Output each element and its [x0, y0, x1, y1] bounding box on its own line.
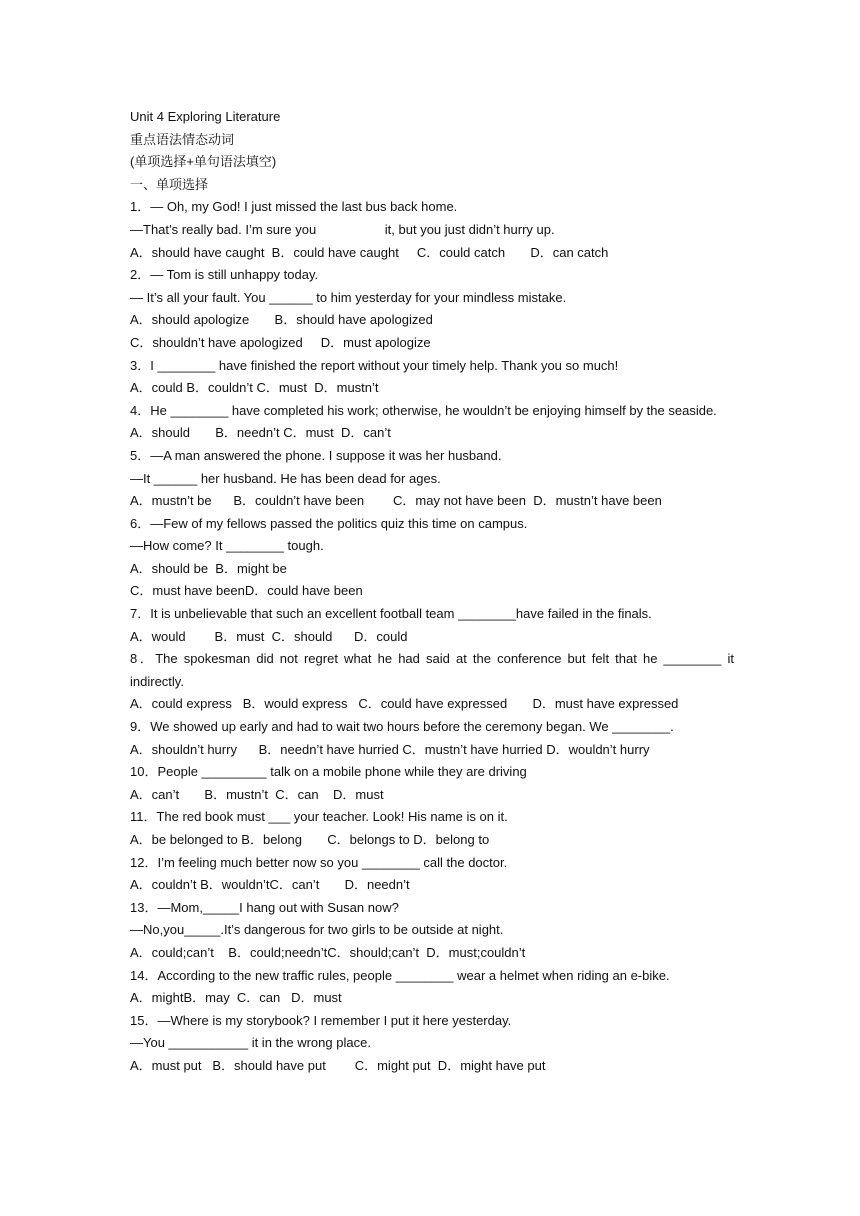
question-11-options: A．be belonged to B．belong C．belongs to D．belong to — [130, 832, 490, 847]
question-12-options: A．couldn’t B．wouldn’tC．can’t D．needn’t — [130, 877, 410, 893]
subtitle: (单项选择+单句语法填空) — [130, 154, 277, 170]
question-15-options: A．must put B．should have put C．might put D．might have put — [130, 1057, 546, 1073]
question-10: 10．People _________ talk on a mobile phone while they are driving — [130, 764, 527, 780]
question-6: 6．—Few of my fellows passed the politics quiz this time on campus. — [130, 515, 528, 531]
question-3: 3．I ________ have finished the report without your timely help. Thank you so much! — [130, 357, 619, 373]
question-15: 15．—Where is my storybook? I remember I put it here yesterday. — [130, 1012, 512, 1028]
question-14: 14．According to the new traffic rules, people ________ wear a helmet when riding an e-bike. — [130, 967, 670, 983]
question-10-options: A．can’t B．mustn’t C．can D．must — [130, 786, 384, 802]
question-13-options: A．could;can’t B．could;needn’tC．should;can’t D．must;couldn’t — [130, 944, 526, 960]
question-13: 13．—Mom,_____I hang out with Susan now? — [130, 899, 399, 915]
question-1-response: —That’s really bad. I’m sure you it, but you just didn’t hurry up. — [130, 221, 555, 237]
question-5: 5．—A man answered the phone. I suppose it was her husband. — [130, 447, 502, 463]
question-4: 4．He ________ have completed his work; otherwise, he wouldn’t be enjoying himself by the seaside. — [130, 402, 717, 418]
worksheet-content — [130, 106, 734, 1078]
question-4-options: A．should B．needn’t C．must D．can’t — [130, 425, 391, 441]
question-9: 9．We showed up early and had to wait two hours before the ceremony began. We ________. — [130, 719, 674, 735]
question-12: 12．I’m feeling much better now so you ________ call the doctor. — [130, 854, 508, 870]
question-7: 7．It is unbelievable that such an excellent football team ________have failed in the finals. — [130, 606, 652, 622]
question-6-options-cd: C．must have beenD．could have been — [130, 583, 363, 599]
question-14-options: A．mightB．may C．can D．must — [130, 990, 342, 1006]
question-8: 8．The spokesman did not regret what he had said at the conference but felt that he ________ it indirectly. — [130, 651, 734, 689]
section-heading: 一、单项选择 — [130, 176, 209, 192]
question-2-options-ab: A．should apologize B．should have apologized — [130, 312, 433, 328]
question-5-response: —It ______ her husband. He has been dead for ages. — [130, 470, 441, 486]
question-5-options: A．mustn’t be B．couldn’t have been C．may not have been D．mustn’t have been — [130, 493, 662, 509]
question-3-options: A．could B．couldn’t C．must D．mustn’t — [130, 380, 379, 396]
question-11: 11．The red book must ___ your teacher. Look! His name is on it. — [130, 809, 508, 825]
question-2-options-cd: C．shouldn’t have apologized D．must apologize — [130, 334, 431, 350]
question-15-response: —You ___________ it in the wrong place. — [130, 1035, 371, 1051]
question-9-options: A．shouldn’t hurry B．needn’t have hurried C．mustn’t have hurried D．wouldn’t hurry — [130, 741, 650, 757]
question-2-response: — It’s all your fault. You ______ to him yesterday for your mindless mistake. — [130, 289, 567, 305]
question-2: 2．— Tom is still unhappy today. — [130, 267, 319, 283]
question-6-options-ab: A．should be B．might be — [130, 560, 287, 576]
unit-title: Unit 4 Exploring Literature — [130, 109, 281, 124]
question-6-response: —How come? It ________ tough. — [130, 538, 324, 554]
question-7-options: A．would B．must C．should D．could — [130, 628, 408, 644]
question-13-response: —No,you_____.It’s dangerous for two girls to be outside at night. — [130, 922, 504, 938]
question-1-options: A．should have caught B．could have caught C．could catch D．can catch — [130, 244, 609, 260]
question-1: 1．— Oh, my God! I just missed the last bus back home. — [130, 199, 458, 215]
topic-heading: 重点语法情态动词 — [130, 131, 235, 147]
question-8-options: A．could express B．would express C．could have expressed D．must have expressed — [130, 696, 679, 712]
